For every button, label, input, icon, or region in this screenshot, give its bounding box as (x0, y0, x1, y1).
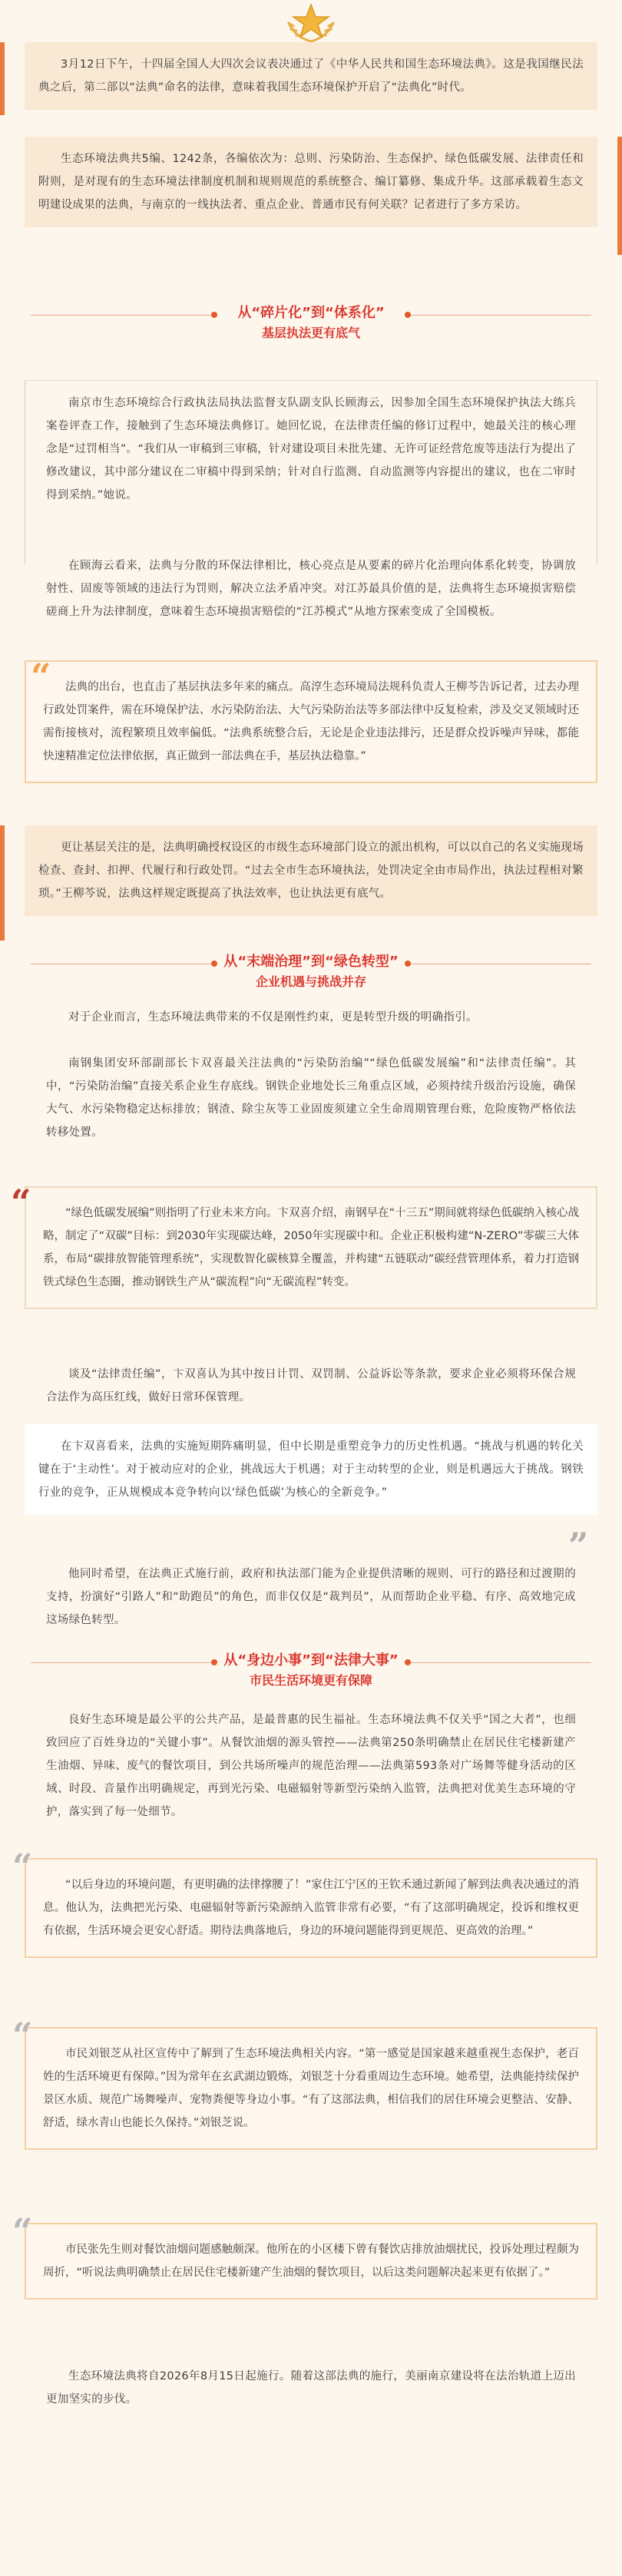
section-3-heading (0, 1651, 622, 1705)
section-2-paragraph-4: 在卞双喜看来，法典的实施短期阵痛明显，但中长期是重塑竞争力的历史性机遇。“挑战与机遇的转化关键在于‘主动性’。对于被动应对的企业，挑战远大于机遇；对于主动转型的企业，则是机遇远大于挑战。钢铁行业的竞争，正从规模成本竞争转向以‘绿色低碳’为核心的全新竞争。” (25, 1424, 597, 1515)
section-1-paragraph-1: 南京市生态环境综合行政执法局执法监督支队副支队长顾海云，因参加全国生态环境保护执法大练兵案卷评查工作，接触到了生态环境法典修订。她回忆说，在法律责任编的修订过程中，她最关注的核心理念是“过罚相当”。“我们从一审稿到三审稿，针对建设项目未批先建、无许可证经营危废等违法行为提出了修改建议，其中部分建议在二审稿中得到采纳；针对自行监测、自动监测等内容提出的建议，也在二审时得到采纳。”她说。 (46, 397, 576, 501)
right-accent-bar (617, 137, 622, 255)
closing-paragraph: 生态环境法典将自2026年8月15日起施行。随着这部法典的施行，美丽南京建设将在法治轨道上迈出更加坚实的步伐。 (46, 2370, 576, 2406)
section-2-title: 从“末端治理”到“绿色转型” (223, 954, 399, 970)
section-2-subtitle: 企业机遇与挑战并存 (255, 974, 366, 989)
section-1-subtitle: 基层执法更有底气 (261, 326, 360, 340)
intro-paragraph-2: 生态环境法典共5编、1242条，各编依次为：总则、污染防治、生态保护、绿色低碳发展、法律责任和附则，是对现有的生态环境法律制度机制和规则规范的系统整合、编订纂修、集成升华。这部承载着生态文明建设成果的法典，与南京的一线执法者、重点企业、普通市民有何关联？记者进行了多方采访。 (25, 137, 597, 227)
section-3-quote-1-text: “以后身边的环境问题，有更明确的法律撑腰了！”家住江宁区的王钦禾通过新闻了解到法典表决通过的消息。他认为，法典把光污染、电磁辐射等新污染源纳入监管非常有必要，“有了这部明确规定，投诉和维权更有依据，生活环境会更安心舒适。期待法典落地后，身边的环境问题能得到更规范、更高效的治理。” (43, 1879, 579, 1937)
section-1-paragraph-2: 在顾海云看来，法典与分散的环保法律相比，核心亮点是从要素的碎片化治理向体系化转变，协调放射性、固废等领域的违法行为罚则，解决立法矛盾冲突。对江苏最具价值的是，法典将生态环境损害赔偿磋商上升为法律制度，意味着生态环境损害赔偿的“江苏模式”从地方探索变成了全国模板。 (46, 560, 576, 618)
section-3-quote-3 (12, 2211, 597, 2300)
section-2-heading (0, 952, 622, 1006)
section-3-paragraph-1: 良好生态环境是最公平的公共产品，是最普惠的民生福祉。生态环境法典不仅关乎“国之大者”，也细致回应了百姓身边的“关键小事”。从餐饮油烟的源头管控——法典第250条明确禁止在居民住宅楼新建产生油烟、异味、废气的餐饮项目，到公共场所噪声的规范治理——法典第593条对广场舞等健身活动的区域、时段、音量作出明确规定，再到光污染、电磁辐射等新型污染纳入监管，法典把对优美生态环境的守护，落实到了每一处细节。 (46, 1714, 576, 1818)
quote-mark-icon: “ (12, 1846, 33, 1887)
section-3-quote-3-text: 市民张先生则对餐饮油烟问题感触颇深。他所在的小区楼下曾有餐饮店排放油烟扰民，投诉处理过程颇为周折，“听说法典明确禁止在居民住宅楼新建产生油烟的餐饮项目，以后这类问题解决起来更有依据了。” (43, 2244, 579, 2279)
section-1-heading (0, 303, 622, 357)
quote-mark-icon: “ (12, 2015, 33, 2056)
frame-top-line (25, 380, 597, 381)
section-2-paragraph-2: 南钢集团安环部副部长卞双喜最关注法典的“污染防治编”“绿色低碳发展编”和“法律责任编”。其中，“污染防治编”直接关系企业生存底线。钢铁企业地处长三角重点区域，必须持续升级治污设施，确保大气、水污染物稳定达标排放；钢渣、除尘灰等工业固废须建立全生命周期管理台账，危险废物严格依法转移处置。 (46, 1057, 576, 1139)
section-1-quote-text: 法典的出台，也直击了基层执法多年来的痛点。高淳生态环境局法规科负责人王柳芩告诉记者，过去办理行政处罚案件，需在环境保护法、水污染防治法、大气污染防治法等多部法律中反复检索，涉及交叉领域时还需衔接核对，流程繁琐且效率偏低。“法典系统整合后，无论是企业违法排污，还是群众投诉噪声异味，都能快速精准定位法律依据，真正做到一部法典在手，基层执法稳靠。” (43, 681, 579, 762)
section-3-quote-2-text: 市民刘银芝从社区宣传中了解到了生态环境法典相关内容。“第一感觉是国家越来越重视生态保护，老百姓的生活环境更有保障。”因为常年在玄武湖边锻炼，刘银芝十分看重周边生态环境。她希望，法典能持续保护景区水质、规范广场舞噪声、宠物粪便等身边小事。“有了这部法典，相信我们的居住环境会更整洁、安静、舒适，绿水青山也能长久保持。”刘银芝说。 (43, 2048, 579, 2129)
gold-star-badge-icon (284, 0, 338, 46)
left-accent-bar (0, 825, 5, 941)
left-accent-bar (0, 42, 5, 115)
section-2-quote-text: “绿色低碳发展编”则指明了行业未来方向。卞双喜介绍，南钢早在“十三五”期间就将绿色低碳纳入核心战略，制定了“双碳”目标：到2030年实现碳达峰，2050年实现碳中和。企业正积极构建“N-ZERO”零碳三大体系，布局“碳排放智能管理系统”，实现数智化碳核算全覆盖，并构建“五链联动”碳经营管理体系，着力打造钢铁式绿色生态圈，推动钢铁生产从“碳流程”向“无碳流程”转变。 (43, 1207, 579, 1288)
quote-mark-icon: “ (12, 2211, 33, 2252)
section-2-quote-box (11, 1182, 597, 1309)
section-3-quote-1 (12, 1846, 597, 1958)
quote-mark-icon: “ (31, 656, 51, 697)
quote-mark-icon: “ (11, 1182, 31, 1223)
section-1-title: 从“碎片化”到“体系化” (237, 305, 385, 321)
section-1-quote-box (25, 656, 597, 783)
section-3-quote-2 (12, 2015, 597, 2150)
section-2-paragraph-1: 对于企业而言，生态环境法典带来的不仅是刚性约束，更是转型升级的明确指引。 (68, 1011, 478, 1023)
section-2-paragraph-5: 他同时希望，在法典正式施行前，政府和执法部门能为企业提供清晰的规则、可行的路径和过渡期的支持，扮演好“引路人”和“助跑员”的角色，而非仅仅是“裁判员”，从而帮助企业平稳、有序、高效地完成这场绿色转型。 (46, 1568, 576, 1626)
quote-mark-icon: ” (568, 1525, 589, 1566)
intro-paragraph-1: 3月12日下午，十四届全国人大四次会议表决通过了《中华人民共和国生态环境法典》。这是我国继民法典之后，第二部以“法典”命名的法律，意味着我国生态环境保护开启了“法典化”时代。 (25, 42, 597, 110)
section-2-paragraph-3: 谈及“法律责任编”，卞双喜认为其中按日计罚、双罚制、公益诉讼等条款，要求企业必须将环保合规合法作为高压红线，做好日常环保管理。 (46, 1368, 576, 1404)
section-3-title: 从“身边小事”到“法律大事” (223, 1652, 399, 1668)
section-1-paragraph-3: 更让基层关注的是，法典明确授权设区的市级生态环境部门设立的派出机构，可以以自己的名义实施现场检查、查封、扣押、代履行和行政处罚。“过去全市生态环境执法，处罚决定全由市局作出，执法过程相对繁琐。”王柳芩说，法典这样规定既提高了执法效率，也让执法更有底气。 (25, 825, 597, 916)
section-3-subtitle: 市民生活环境更有保障 (249, 1673, 372, 1688)
